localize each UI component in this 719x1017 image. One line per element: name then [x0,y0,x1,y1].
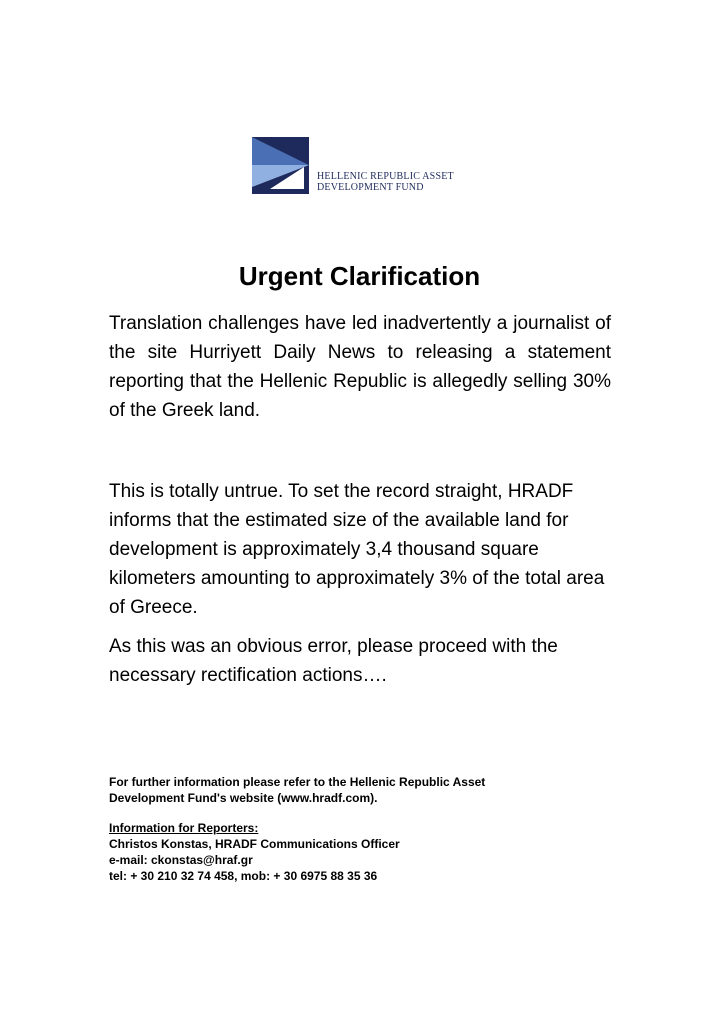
paragraph-request: As this was an obvious error, please proceed with the necessary rectification actions…. [109,636,558,686]
paragraph-clarification: This is totally untrue. To set the record straight, HRADF informs that the estimated size of the available land for development is approximately 3,4 thousand square kilometers amounting to approximately 3% of the total area of Greece. [109,481,605,618]
contact-name: Christos Konstas, HRADF Communications Officer [109,837,400,851]
further-info-line-2: Development Fund's website (www.hradf.com). [109,791,378,805]
logo-wordmark [317,171,454,193]
contact-phone: tel: + 30 210 32 74 458, mob: + 30 6975 88 35 36 [109,869,378,883]
hradf-logo-mark-icon [252,137,309,194]
hradf-logo [252,137,462,195]
further-info-line-1: For further information please refer to the Hellenic Republic Asset [109,775,486,789]
paragraph-translation: Translation challenges have led inadvertently a journalist of the site Hurriyett Daily News to releasing a statement reporting that the Hellenic Republic is allegedly selling 30% of the Greek land. [109,313,611,421]
page-title: Urgent Clarification [238,261,481,291]
contact-email: e-mail: ckonstas@hraf.gr [109,853,253,867]
reporters-heading: Information for Reporters: [109,821,259,835]
logo-line-1: HELLENIC REPUBLIC ASSET [317,171,454,182]
further-info [109,774,629,806]
logo-line-2: DEVELOPMENT FUND [317,182,424,193]
reporter-contact [109,820,629,884]
